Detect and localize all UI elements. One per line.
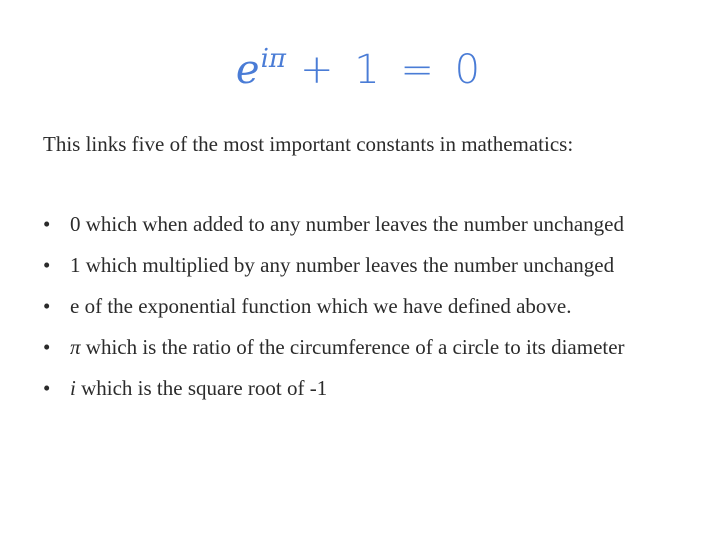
bullet-icon: •	[43, 212, 51, 236]
list-item-text: which is the square root of -1	[75, 376, 328, 400]
list-item	[43, 374, 683, 402]
list-item	[43, 251, 683, 279]
bullet-icon: •	[43, 335, 51, 359]
formula-rest: + 1 = 0	[300, 47, 485, 93]
bullet-icon: •	[43, 294, 51, 318]
list-item-symbol: π	[70, 335, 81, 359]
bullet-icon: •	[43, 376, 51, 400]
list-item	[43, 292, 683, 320]
formula-exponent: iπ	[260, 44, 286, 74]
list-item-text: 1 which multiplied by any number leaves the number unchanged	[70, 253, 615, 277]
list-item-text: which is the ratio of the circumference of a circle to its diameter	[80, 335, 625, 359]
list-item	[43, 333, 683, 361]
bullet-icon: •	[43, 253, 51, 277]
list-item-text: e of the exponential function which we have defined above.	[70, 294, 572, 318]
euler-identity-formula	[0, 40, 720, 105]
list-item-text: 0 which when added to any number leaves the number unchanged	[70, 212, 624, 236]
constants-list	[43, 210, 683, 415]
intro-text: This links five of the most important constants in mathematics:	[43, 132, 574, 156]
formula-base: e	[235, 47, 260, 93]
list-item	[43, 210, 683, 238]
list-item-symbol: i	[70, 376, 76, 400]
